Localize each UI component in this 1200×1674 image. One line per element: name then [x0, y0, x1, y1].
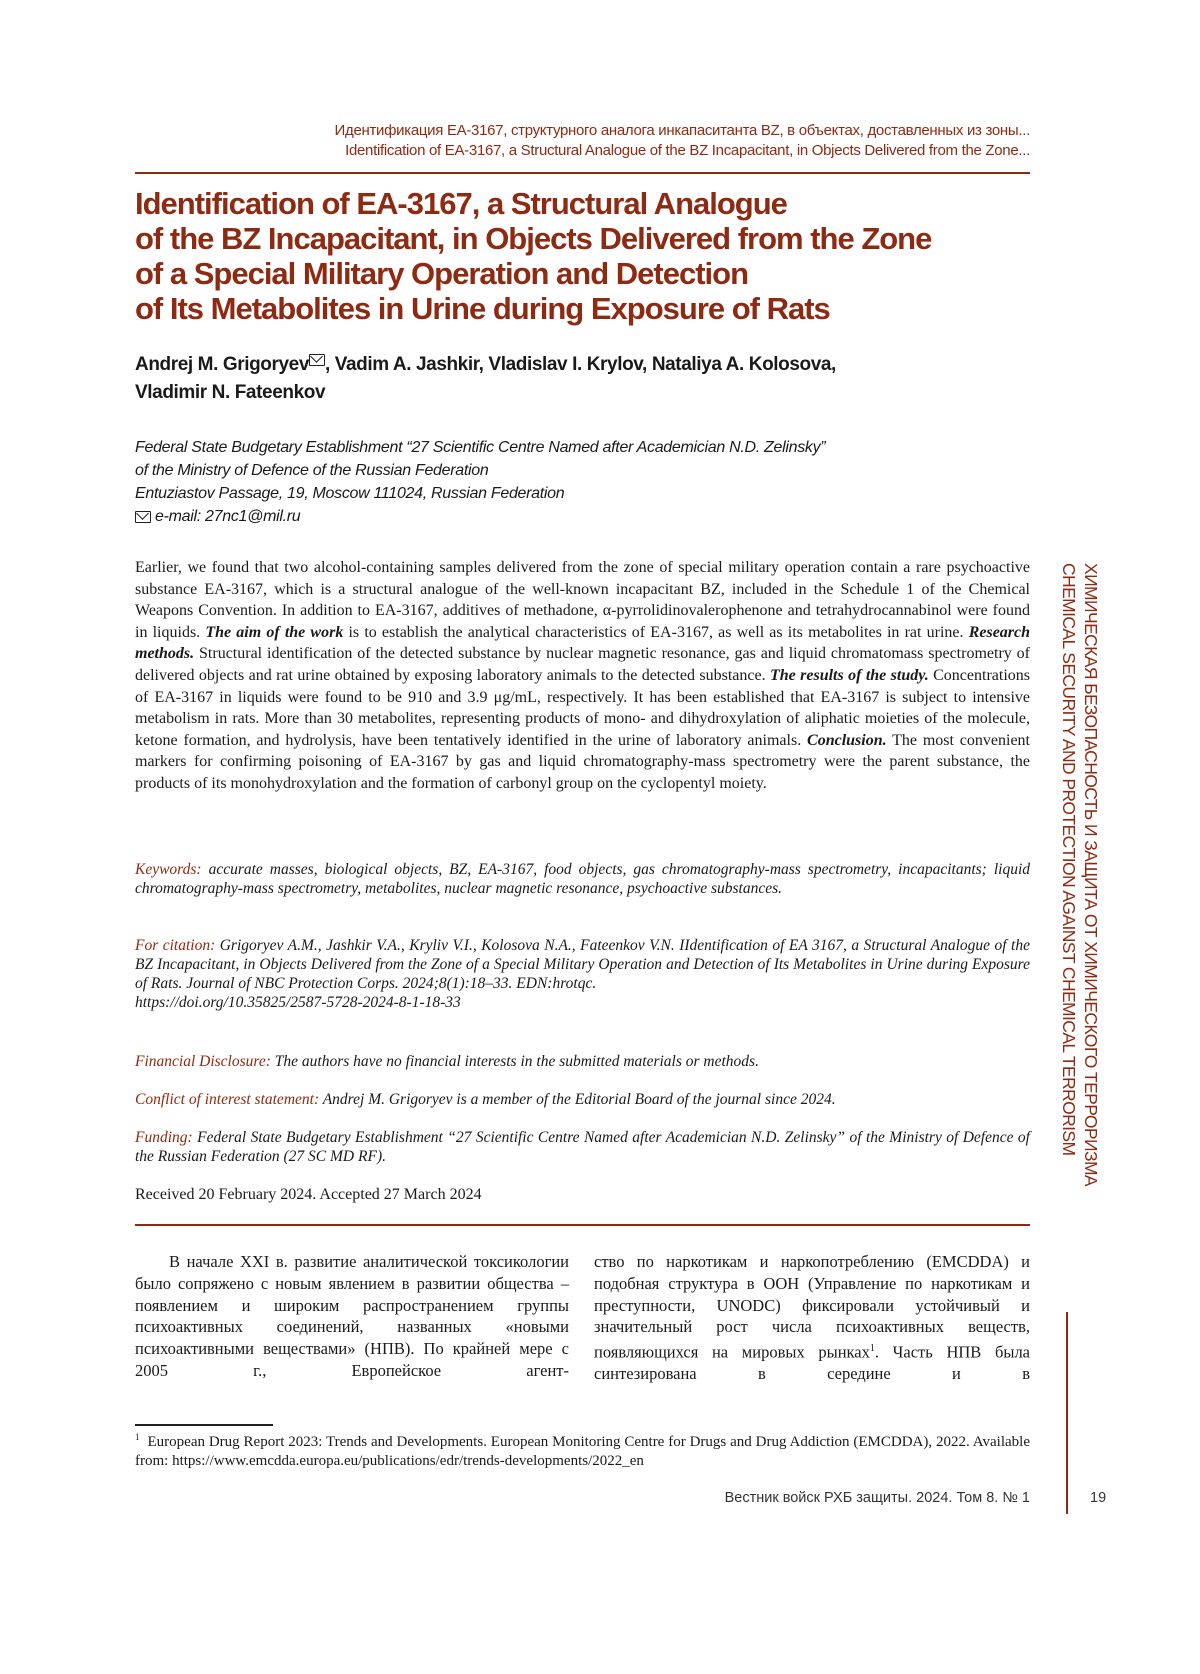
body-column-1 [135, 1251, 569, 1382]
funding-text: Federal State Budgetary Establishment “27 Scientific Centre Named after Academician N.D. Zelinsky” of the Ministry of Defence of the Russian Federation (27 SC MD RF). [135, 1129, 1030, 1165]
funding [135, 1128, 1030, 1166]
title-line: of Its Metabolites in Urine during Exposure of Rats [135, 291, 830, 326]
body-text: . Часть НПВ была синтезирована в середине и в [594, 1342, 1030, 1384]
doi-link[interactable]: https://doi.org/10.35825/2587-5728-2024-8-1-18-33 [135, 994, 461, 1011]
side-banner [1058, 563, 1102, 1303]
authors-line2: Vladimir N. Fateenkov [135, 382, 326, 403]
title-line: Identification of EA-3167, a Structural Analogue [135, 186, 787, 221]
running-header-en: Identification of EA-3167, a Structural Analogue of the BZ Incapacitant, in Objects Delivered from the Zone... [345, 142, 1030, 159]
title-line: of the BZ Incapacitant, in Objects Delivered from the Zone [135, 221, 932, 256]
abstract-methods-label: Research methods. [135, 623, 1031, 663]
conflict-statement [135, 1090, 1030, 1109]
footnote [135, 1428, 1030, 1471]
funding-label: Funding: [135, 1129, 193, 1146]
keywords-text: accurate masses, biological objects, BZ, EA-3167, food objects, gas chromatography-mass spectrometry, incapacitants; liquid chromatography-mass spectrometry, metabolites, nuclear magnetic resonance, psychoactive substances. [135, 861, 1030, 897]
citation-label: For citation: [135, 937, 216, 954]
body-paragraph: В начале XXI в. развитие аналитической токсикологии было сопряжено с новым явлением в развитии общества – появлением и широким распространением группы психоактивных соединений, названных «новыми психоактивными веществами» (НПВ). По крайней мере с 2005 г., Европейское агент- [135, 1252, 569, 1380]
side-banner-ru: ХИМИЧЕСКАЯ БЕЗОПАСНОСТЬ И ЗАЩИТА ОТ ХИМИЧЕСКОГО ТЕРРОРИЗМА [1081, 563, 1101, 1186]
received-dates: Received 20 February 2024. Accepted 27 March 2024 [135, 1186, 482, 1203]
body-column-2 [594, 1251, 1030, 1385]
footnote-rule [135, 1424, 273, 1426]
conflict-text: Andrej M. Grigoryev is a member of the Editorial Board of the journal since 2024. [319, 1091, 836, 1108]
authors [135, 351, 1035, 407]
authors-rest: , Vadim A. Jashkir, Vladislav I. Krylov, Nataliya A. Kolosova, [325, 354, 836, 375]
article-title [135, 186, 931, 326]
financial-text: The authors have no financial interests in the submitted materials or methods. [270, 1053, 759, 1070]
footer-journal: Вестник войск РХБ защиты. 2024. Том 8. № 1 [724, 1490, 1030, 1506]
corresponding-author[interactable]: Andrej M. Grigoryev [135, 354, 309, 375]
footnote-ref[interactable]: 1 [869, 1343, 875, 1355]
affiliation-line: Entuziastov Passage, 19, Moscow 111024, Russian Federation [135, 485, 565, 502]
conflict-label: Conflict of interest statement: [135, 1091, 320, 1108]
abstract-methods: Structural identification of the detected substance by nuclear magnetic resonance, gas and liquid chromatomass spectrometry of delivered objects and rat urine obtained by exposing laboratory animals to the detected substance. [135, 645, 1030, 684]
abstract-results: Concentrations of EA-3167 in liquids were found to be 910 and 3.9 μg/mL, respectively. It has been established that EA-3167 is subject to intensive metabolism in rats. More than 30 metabolites, representing products of mono- and dihydroxylation of aliphatic moieties of the molecule, ketone formation, and hydrolysis, have been tentatively identified in the urine of laboratory animals. [135, 666, 1031, 749]
footnote-text: European Drug Report 2023: Trends and Developments. European Monitoring Centre for Drugs and Drug Addiction (EMCDDA), 2022. Available from: https://www.emcdda.europa.eu/publications/edr/trends-developments/2022_en [135, 1434, 1030, 1469]
keywords [135, 860, 1030, 898]
abstract-aim-label: The aim of the work [205, 623, 344, 641]
abstract-conclusion-label: Conclusion. [807, 731, 887, 749]
keywords-label: Keywords: [135, 861, 202, 878]
financial-disclosure [135, 1052, 1030, 1071]
running-header-ru: Идентификация EA-3167, структурного аналога инкапаситанта BZ, в объектах, доставленных из зоны... [334, 122, 1030, 139]
running-header [135, 121, 1030, 161]
email-link[interactable]: e-mail: 27nc1@mil.ru [155, 508, 301, 525]
body-text: ство по наркотикам и наркопотреблению (EMCDDA) и подобная структура в ООН (Управление по наркотикам и преступности, UNODC) фиксировали устойчивый и значительный рост числа психоактивных веществ, появляющихся на мировых рынках [594, 1252, 1030, 1362]
abstract-aim: is to establish the analytical characteristics of EA-3167, as well as its metabolites in rat urine. [343, 623, 964, 641]
abstract-conclusion: The most convenient markers for confirming poisoning of EA-3167 by gas and liquid chromatography-mass spectrometry were the parent substance, the products of its monohydroxylation and the formation of carbonyl group on the cyclopentyl moiety. [135, 731, 1030, 792]
financial-label: Financial Disclosure: [135, 1053, 271, 1070]
header-rule [135, 172, 1030, 174]
page-number: 19 [1090, 1490, 1107, 1506]
side-banner-en: CHEMICAL SECURITY AND PROTECTION AGAINST CHEMICAL TERRORISM [1059, 563, 1079, 1156]
abstract-text: Earlier, we found that two alcohol-containing samples delivered from the zone of special military operation contain a rare psychoactive substance EA-3167, which is a structural analogue of the well-known incapacitant BZ, included in the Schedule 1 of the Chemical Weapons Convention. In addition to EA-3167, additives of methadone, α-pyrrolidinovalerophenone and tetrahydrocannabinol were found in liquids. [135, 559, 1030, 641]
envelope-icon [309, 354, 325, 366]
affiliation-line: of the Ministry of Defence of the Russian Federation [135, 462, 489, 479]
envelope-icon [135, 511, 151, 523]
affiliation-line: Federal State Budgetary Establishment “27 Scientific Centre Named after Academician N.D. Zelinsky” [135, 439, 826, 456]
abstract-results-label: The results of the study. [770, 666, 929, 684]
footnote-number: 1 [135, 1432, 140, 1442]
side-divider [1066, 1312, 1068, 1514]
citation [135, 936, 1030, 1012]
citation-text: Grigoryev A.M., Jashkir V.A., Kryliv V.I., Kolosova N.A., Fateenkov V.N. IIdentification of EA 3167, a Structural Analogue of the BZ Incapacitant, in Objects Delivered from the Zone of a Special Military Operation and Detection of Its Metabolites in Urine during Exposure of Rats. Journal of NBC Protection Corps. 2024;8(1):18–33. EDN:hrotqc. [135, 937, 1030, 992]
section-rule [135, 1224, 1030, 1226]
affiliation [135, 436, 825, 528]
title-line: of a Special Military Operation and Detection [135, 256, 749, 291]
abstract [135, 557, 1030, 795]
body-paragraph [594, 1251, 1030, 1385]
